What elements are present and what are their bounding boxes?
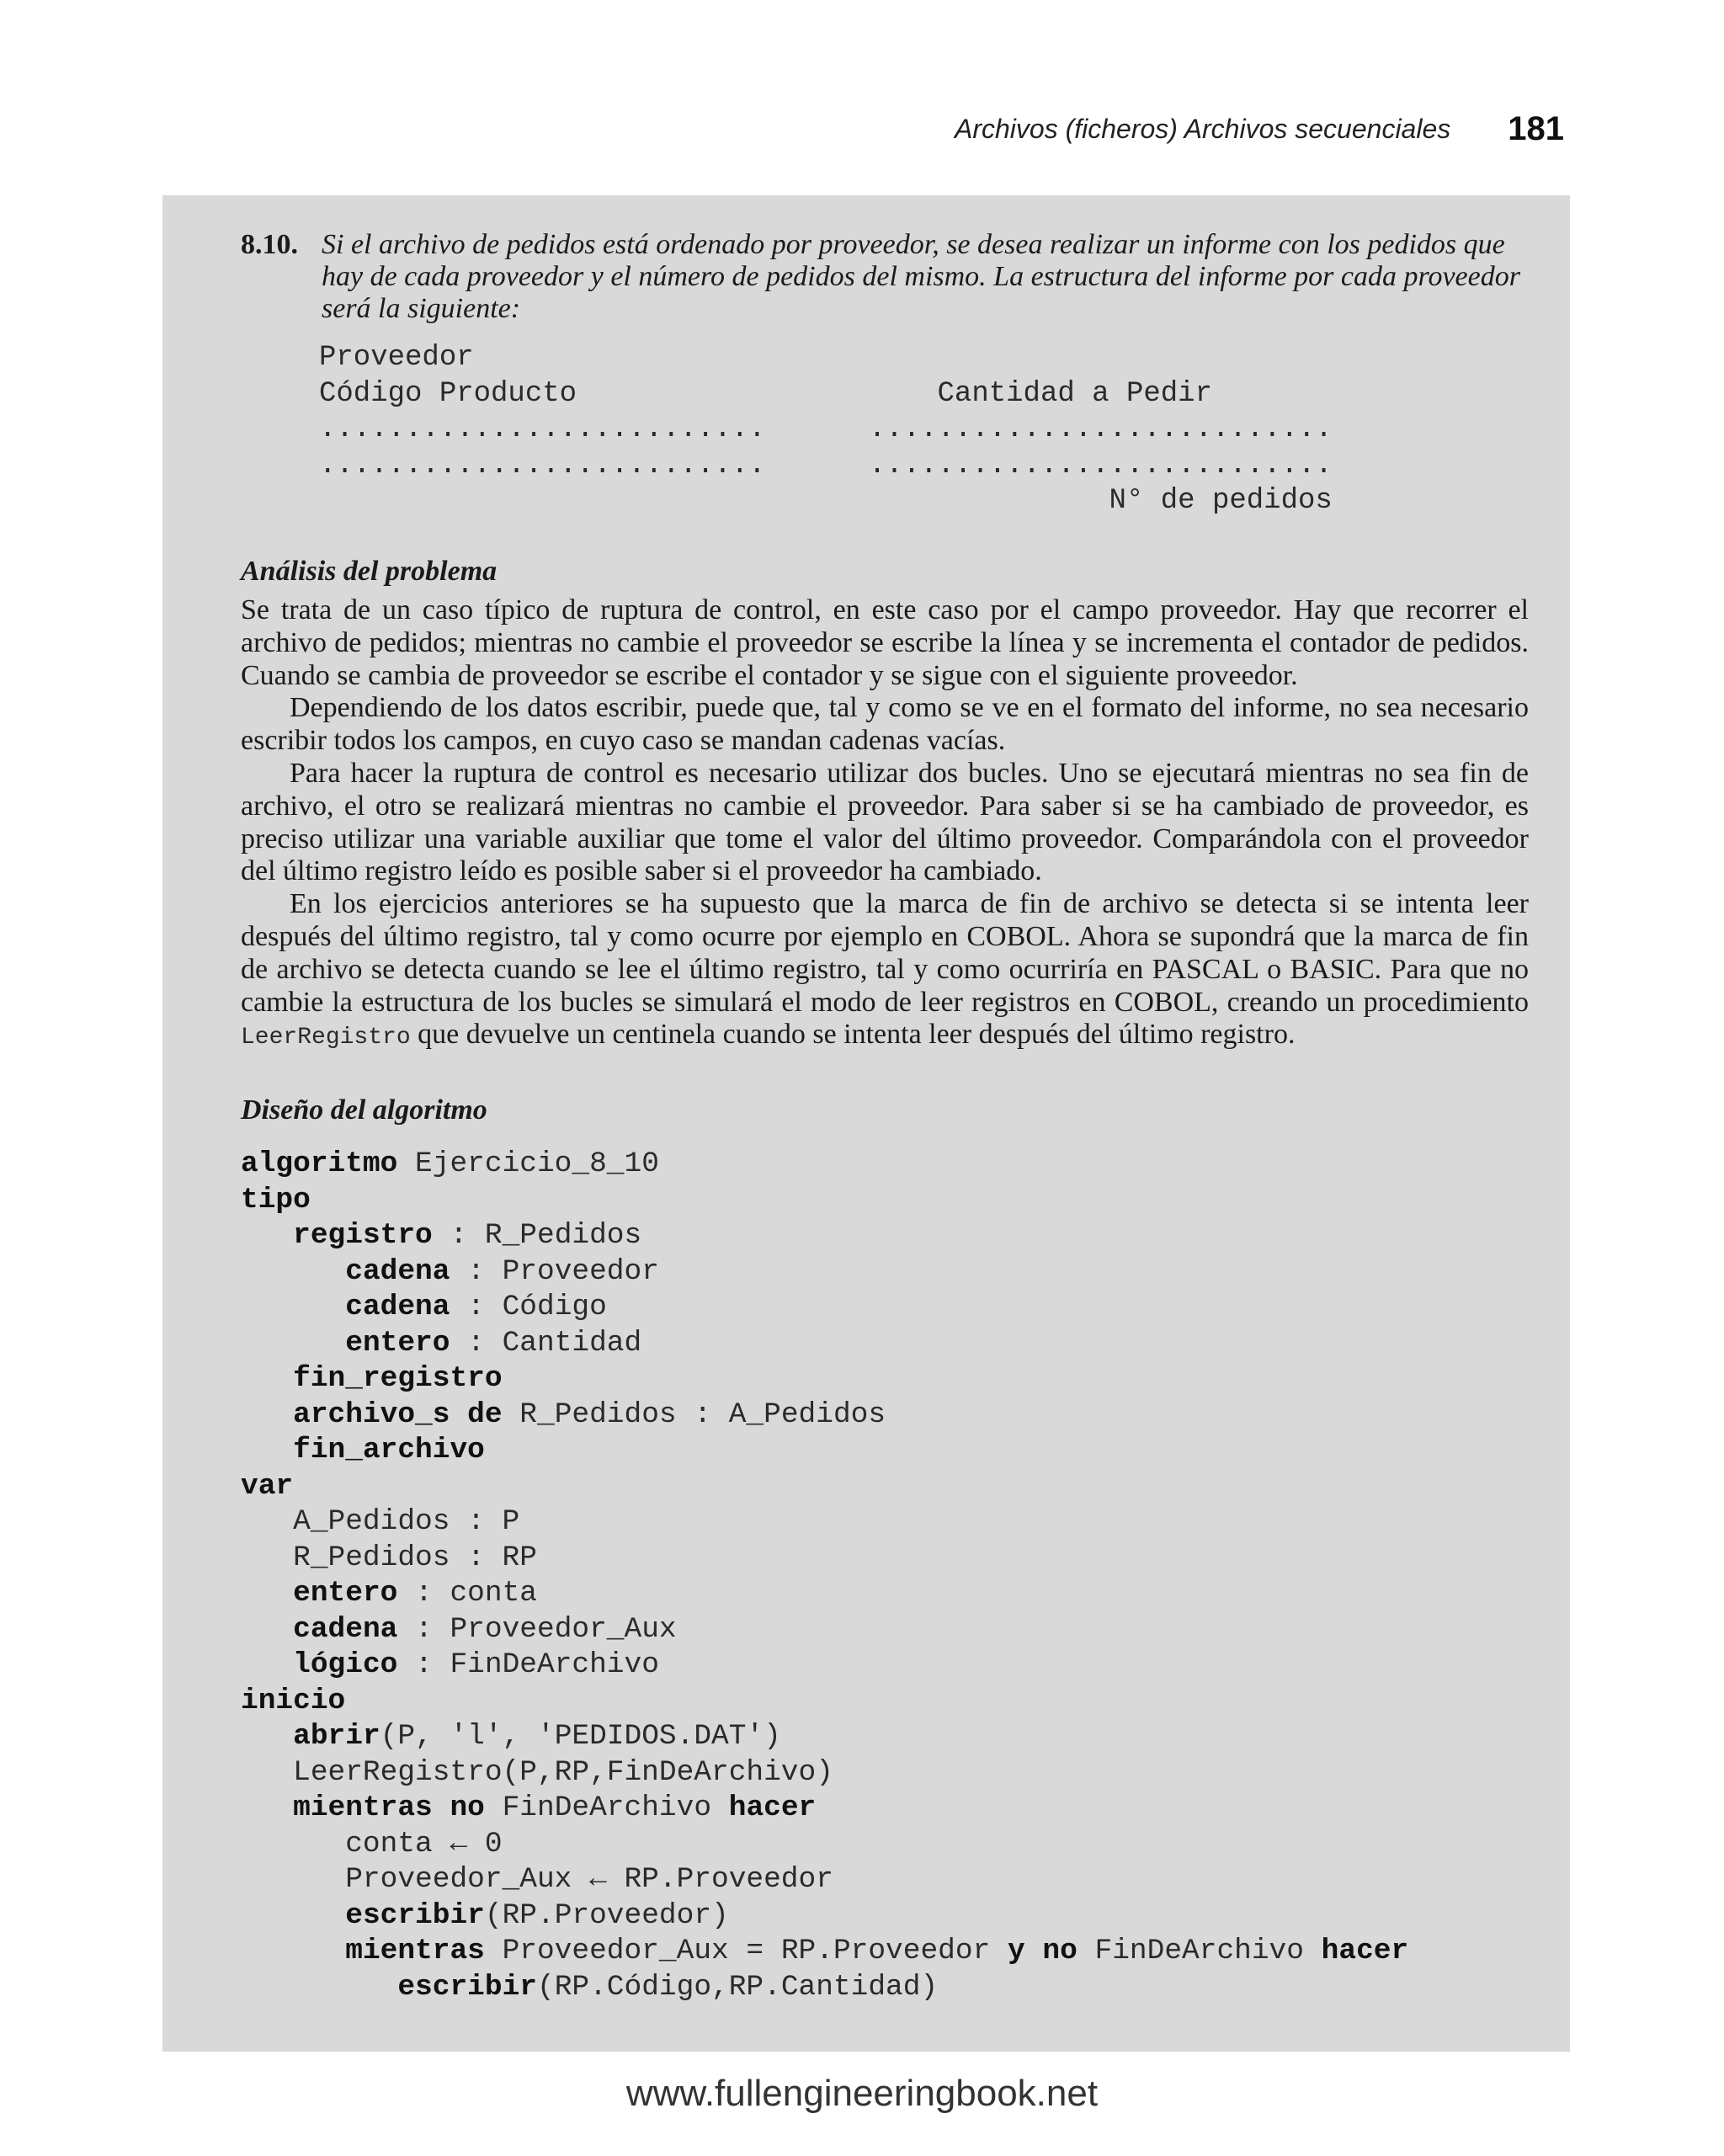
code-line xyxy=(241,1934,1408,1970)
code-text: Proveedor_Aux ← RP.Proveedor xyxy=(241,1863,833,1896)
template-line: Proveedor xyxy=(319,342,474,374)
code-line xyxy=(241,1397,1408,1434)
code-text: : FinDeArchivo xyxy=(397,1648,659,1681)
code-line xyxy=(241,1612,1408,1648)
template-line: .......................... ........................... xyxy=(319,413,1333,445)
code-text xyxy=(241,1219,293,1252)
code-text: conta ← 0 xyxy=(241,1827,503,1861)
page-number: 181 xyxy=(1508,109,1564,147)
code-text: Ejercicio_8_10 xyxy=(397,1147,659,1180)
code-text xyxy=(241,1613,293,1646)
code-line xyxy=(241,1755,1408,1791)
paragraph-text: que devuelve un centinela cuando se intenta leer después del último registro. xyxy=(410,1019,1296,1051)
code-text: : conta xyxy=(397,1577,537,1610)
code-line xyxy=(241,1504,1408,1541)
code-line xyxy=(241,1361,1408,1397)
code-keyword: mientras xyxy=(345,1935,485,1967)
template-line: N° de pedidos xyxy=(319,485,1333,517)
code-keyword: hacer xyxy=(728,1791,817,1824)
code-keyword: inicio xyxy=(241,1684,346,1717)
code-line xyxy=(241,1469,1408,1505)
analysis-paragraph: Dependiendo de los datos escribir, puede que, tal y como se ve en el formato del informe, no sea necesario escribir todos los campos, en cuyo caso se mandan cadenas vacías. xyxy=(241,692,1529,757)
analysis-paragraph xyxy=(241,888,1529,1055)
analysis-heading: Análisis del problema xyxy=(241,556,498,587)
exercise-panel xyxy=(162,195,1570,2052)
code-text: FinDeArchivo xyxy=(1077,1935,1322,1967)
code-keyword: cadena xyxy=(345,1254,450,1288)
running-title: Archivos (ficheros) Archivos secuenciales xyxy=(955,113,1451,144)
code-keyword: entero xyxy=(345,1326,450,1360)
code-keyword: fin_archivo xyxy=(293,1434,485,1467)
code-text xyxy=(241,1720,293,1753)
exercise-text: Si el archivo de pedidos está ordenado por proveedor, se desea realizar un informe con los pedidos que hay de cada proveedor y el número de pedidos del mismo. La estructura del informe por cada proveedor será la siguiente: xyxy=(322,229,1520,324)
code-keyword: escribir xyxy=(397,1970,537,2004)
analysis-paragraph: Se trata de un caso típico de ruptura de control, en este caso por el campo proveedor. Hay que recorrer el archivo de pedidos; mientras no cambie el proveedor se escribe la línea y se incrementa el contador de pedidos. Cuando se cambia de proveedor se escribe el contador y se sigue con el siguiente proveedor. xyxy=(241,594,1529,691)
code-keyword: escribir xyxy=(345,1898,485,1932)
code-line xyxy=(241,1147,1408,1183)
code-line xyxy=(241,1576,1408,1612)
code-text: (RP.Código,RP.Cantidad) xyxy=(536,1970,939,2004)
code-text xyxy=(241,1291,345,1323)
code-line xyxy=(241,1254,1408,1291)
code-line xyxy=(241,1290,1408,1326)
exercise-statement xyxy=(241,229,1529,325)
code-keyword: registro xyxy=(293,1219,433,1252)
code-text: FinDeArchivo xyxy=(484,1791,729,1824)
code-keyword: cadena xyxy=(345,1291,450,1323)
code-line xyxy=(241,1218,1408,1254)
code-keyword: archivo_s de xyxy=(293,1397,503,1431)
code-text xyxy=(241,1327,345,1360)
footer-url: www.fullengineeringbook.net xyxy=(625,2073,1099,2114)
code-text: : Proveedor xyxy=(450,1254,659,1288)
algorithm-code xyxy=(241,1147,1408,2005)
code-line xyxy=(241,1719,1408,1755)
code-text: (RP.Proveedor) xyxy=(484,1898,729,1932)
code-text: : Cantidad xyxy=(450,1326,642,1360)
code-keyword: y no xyxy=(1007,1935,1078,1967)
template-line: .......................... ........................... xyxy=(319,449,1333,482)
code-text: : Código xyxy=(450,1291,607,1323)
report-template xyxy=(319,340,1333,519)
code-line xyxy=(241,1791,1408,1827)
code-text: A_Pedidos : P xyxy=(241,1505,520,1538)
running-header xyxy=(955,108,1564,150)
code-text: : R_Pedidos xyxy=(432,1219,642,1252)
code-line xyxy=(241,1326,1408,1362)
code-text xyxy=(241,1935,345,1967)
code-text xyxy=(241,1398,293,1431)
analysis-body xyxy=(241,594,1529,1055)
inline-code: LeerRegistro xyxy=(241,1025,411,1051)
code-text xyxy=(241,1971,397,2004)
code-text xyxy=(241,1434,293,1467)
code-line xyxy=(241,1433,1408,1469)
code-keyword: algoritmo xyxy=(241,1147,398,1180)
analysis-paragraph: Para hacer la ruptura de control es necesario utilizar dos bucles. Uno se ejecutará mientras no sea fin de archivo, el otro se realizará mientras no cambie el proveedor. Para saber si se ha cambiado de proveedor, es preciso utilizar una variable auxiliar que tome el valor del último proveedor. Comparándola con el proveedor del último registro leído es posible saber si el proveedor ha cambiado. xyxy=(241,757,1529,887)
paragraph-text: En los ejercicios anteriores se ha supuesto que la marca de fin de archivo se detecta si se intenta leer después del último registro, tal y como ocurre por ejemplo en COBOL. Ahora se supondrá que la marca de fin de archivo se detecta cuando se lee el último registro, tal y como ocurriría en PASCAL o BASIC. Para que no cambie la estructura de los bucles se simulará el modo de leer registros en COBOL, creando un procedimiento xyxy=(241,888,1529,1018)
code-line xyxy=(241,1541,1408,1577)
code-line xyxy=(241,1827,1408,1863)
code-text xyxy=(241,1648,293,1681)
code-keyword: tipo xyxy=(241,1183,311,1216)
code-text xyxy=(241,1791,293,1824)
code-keyword: abrir xyxy=(293,1720,380,1753)
code-line xyxy=(241,1898,1408,1935)
code-text xyxy=(241,1255,345,1288)
code-line xyxy=(241,1970,1408,2006)
code-text: (P, 'l', 'PEDIDOS.DAT') xyxy=(380,1720,781,1753)
code-text xyxy=(241,1577,293,1610)
code-text: R_Pedidos : A_Pedidos xyxy=(502,1397,886,1431)
code-keyword: fin_registro xyxy=(293,1362,503,1395)
design-heading: Diseño del algoritmo xyxy=(241,1094,487,1126)
code-line xyxy=(241,1684,1408,1720)
code-text: Proveedor_Aux = RP.Proveedor xyxy=(484,1935,1008,1967)
code-line xyxy=(241,1862,1408,1898)
code-text: R_Pedidos : RP xyxy=(241,1541,537,1574)
code-text: : Proveedor_Aux xyxy=(397,1612,677,1646)
code-keyword: mientras no xyxy=(293,1791,485,1824)
code-text xyxy=(241,1362,293,1395)
code-text xyxy=(241,1899,345,1932)
code-line xyxy=(241,1648,1408,1684)
code-keyword: cadena xyxy=(293,1612,398,1646)
code-keyword: entero xyxy=(293,1577,398,1610)
code-keyword: var xyxy=(241,1469,294,1503)
code-keyword: hacer xyxy=(1321,1935,1409,1967)
code-keyword: lógico xyxy=(293,1648,398,1681)
code-text: LeerRegistro(P,RP,FinDeArchivo) xyxy=(241,1755,833,1789)
template-line: Código Producto Cantidad a Pedir xyxy=(319,377,1212,410)
code-line xyxy=(241,1183,1408,1219)
exercise-number: 8.10. xyxy=(241,229,298,260)
